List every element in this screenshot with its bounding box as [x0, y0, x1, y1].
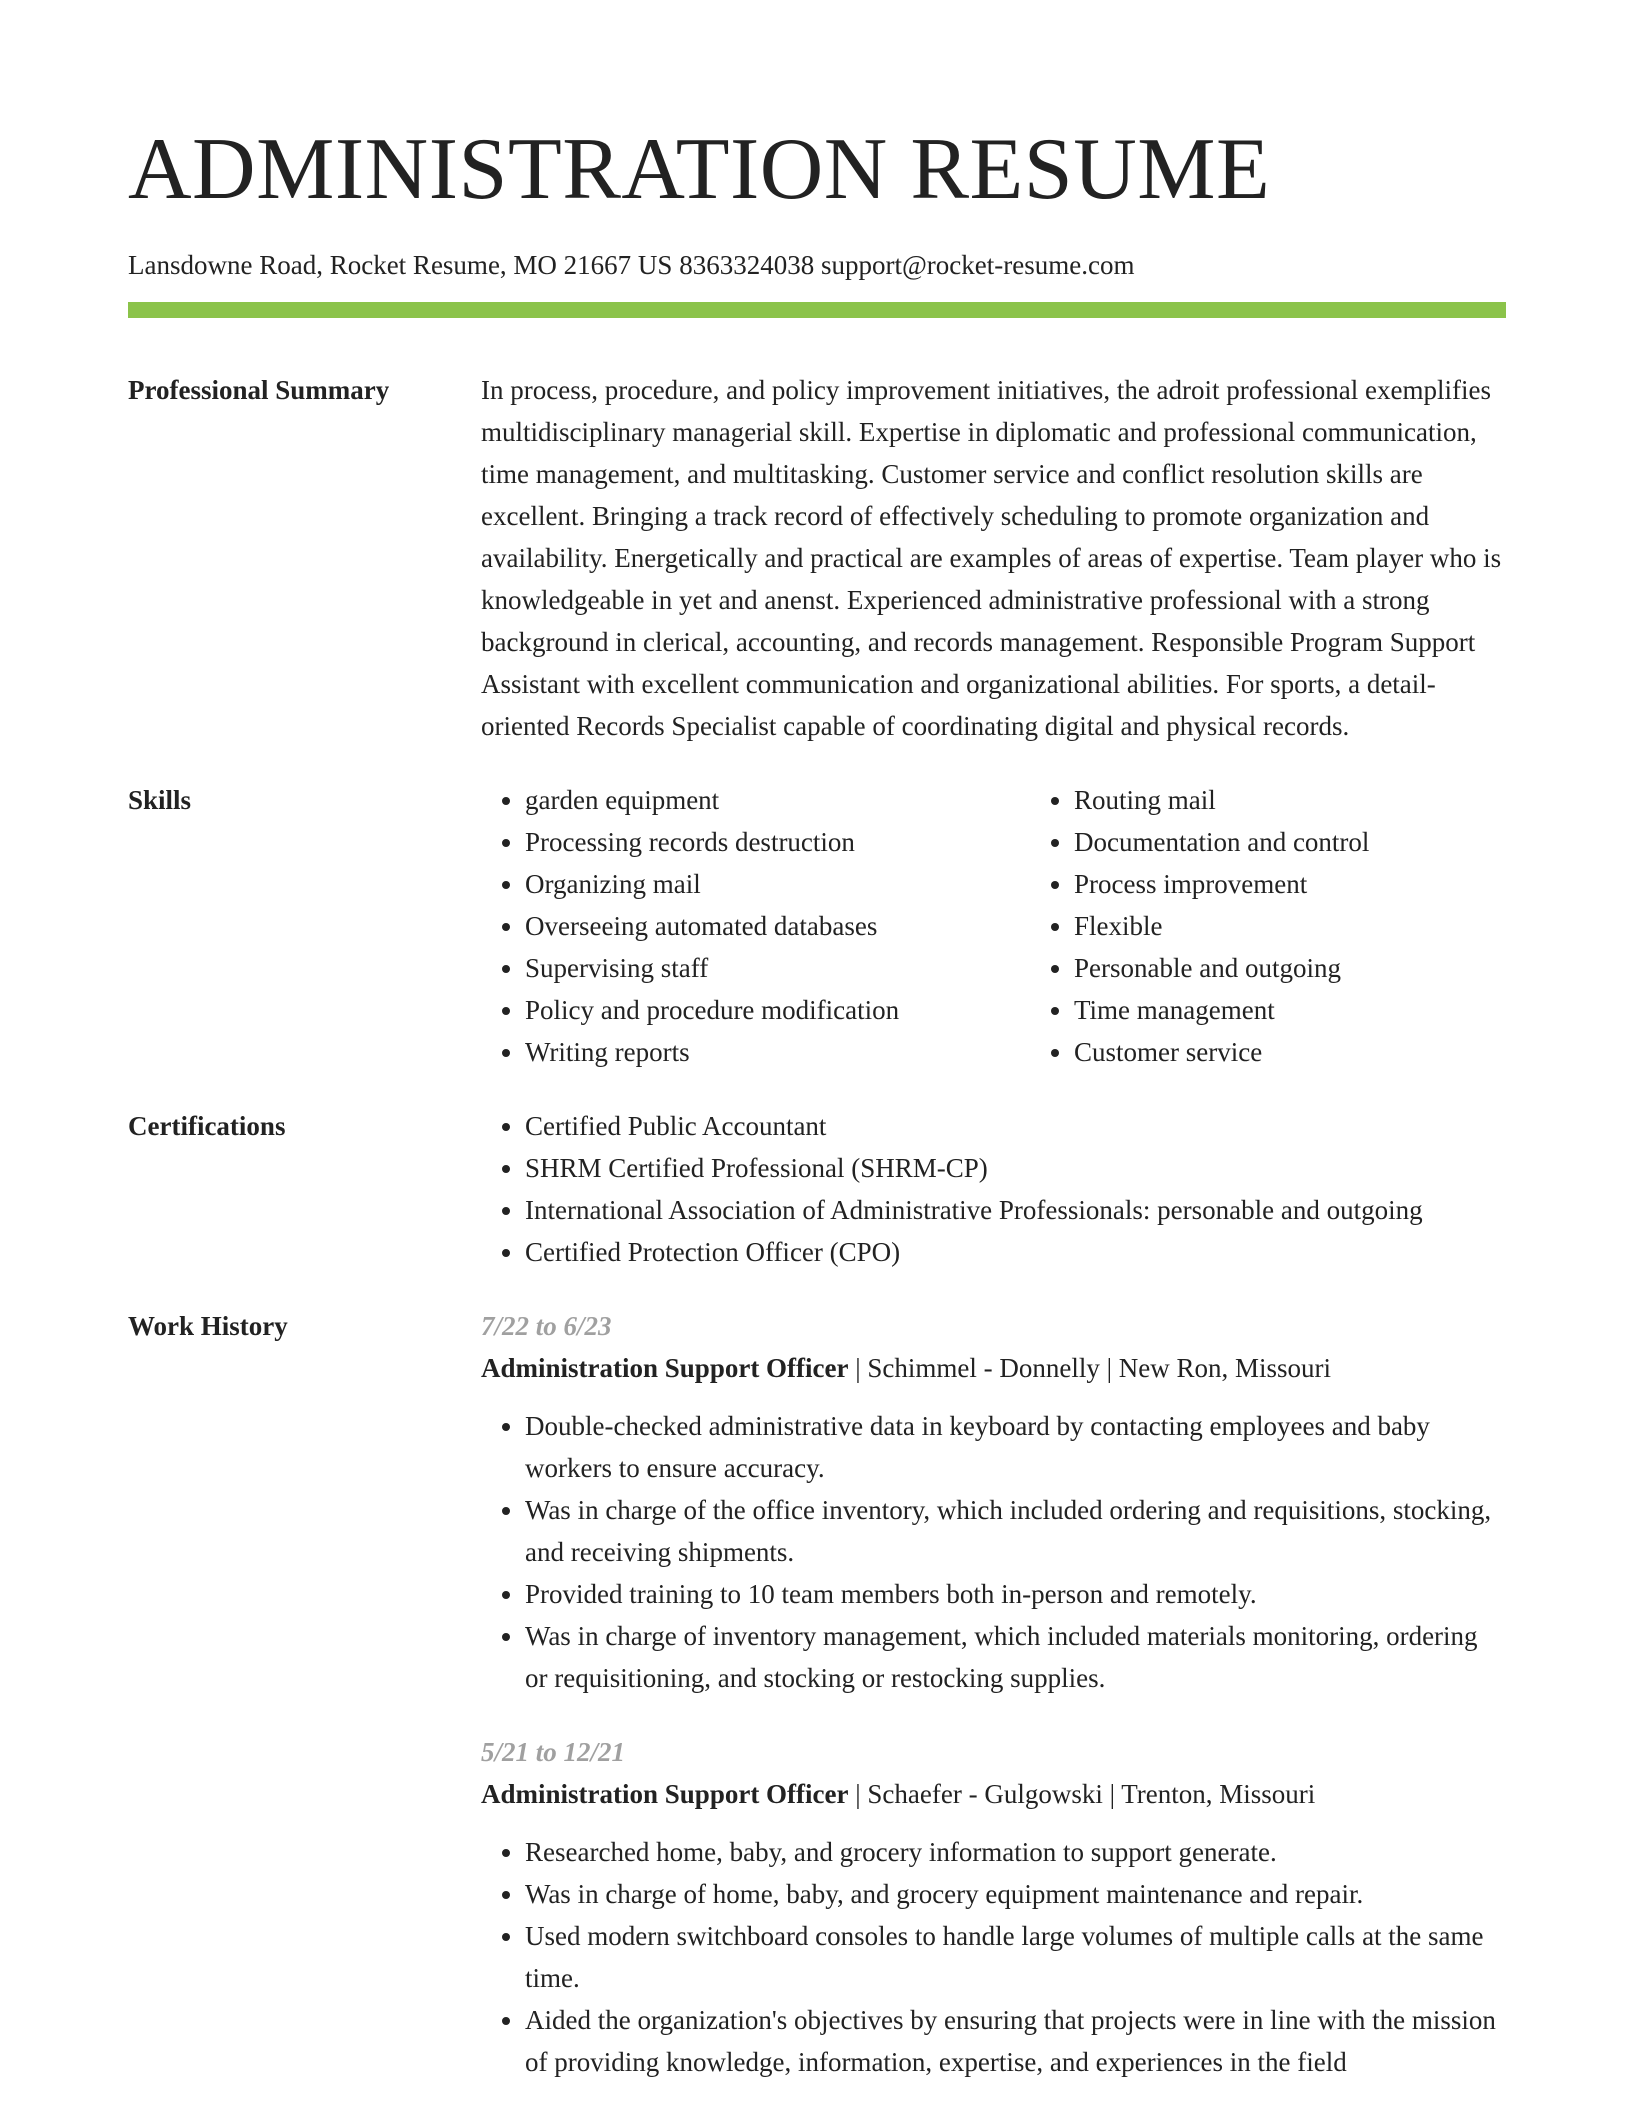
skill-item: • Policy and procedure modification	[525, 989, 1030, 1031]
job-bullets	[481, 1405, 1506, 1699]
job-bullet: • Aided the organization's objectives by ensuring that projects were in line with the mission of providing knowledge, information, expertise, and experiences in the field	[525, 1999, 1506, 2083]
job-entry	[481, 1305, 1506, 1699]
summary-section	[128, 369, 1506, 747]
job-details: | Schaefer - Gulgowski | Trenton, Missouri	[848, 1779, 1316, 1809]
certifications-body	[481, 1105, 1506, 1273]
job-bullet: • Provided training to 10 team members both in-person and remotely.	[525, 1573, 1506, 1615]
job-bullet: • Double-checked administrative data in keyboard by contacting employees and baby workers to ensure accuracy.	[525, 1405, 1506, 1489]
certification-item: • Certified Public Accountant	[525, 1105, 1506, 1147]
skill-item: • Processing records destruction	[525, 821, 1030, 863]
skill-item: • Overseeing automated databases	[525, 905, 1030, 947]
job-entry	[481, 1731, 1506, 2083]
job-bullet: • Used modern switchboard consoles to handle large volumes of multiple calls at the same time.	[525, 1915, 1506, 1999]
skill-item: • Customer service	[1074, 1031, 1579, 1073]
summary-text: In process, procedure, and policy improvement initiatives, the adroit professional exemplifies multidisciplinary managerial skill. Expertise in diplomatic and professional communication, time management, and multitasking. Customer service and conflict resolution skills are excellent. Bringing a track record of effectively scheduling to promote organization and availability. Energetically and practical are examples of areas of expertise. Team player who is knowledgeable in yet and anenst. Experienced administrative professional with a strong background in clerical, accounting, and records management. Responsible Program Support Assistant with excellent communication and organizational abilities. For sports, a detail-oriented Records Specialist capable of coordinating digital and physical records.	[481, 375, 1502, 741]
skills-body	[481, 779, 1579, 1073]
work-history-heading: Work History	[128, 1311, 288, 1341]
skill-item: • Writing reports	[525, 1031, 1030, 1073]
skills-columns	[481, 779, 1579, 1073]
skill-item: • Supervising staff	[525, 947, 1030, 989]
certification-item: • Certified Protection Officer (CPO)	[525, 1231, 1506, 1273]
skills-column-2	[1030, 779, 1579, 1073]
resume-page	[128, 0, 1506, 2115]
job-title: Administration Support Officer	[481, 1353, 849, 1383]
certifications-section	[128, 1105, 1506, 1273]
resume-title: ADMINISTRATION RESUME	[128, 121, 1271, 218]
skill-item: • garden equipment	[525, 779, 1030, 821]
skills-column-1	[481, 779, 1030, 1073]
certification-item: • International Association of Administrative Professionals: personable and outgoing	[525, 1189, 1506, 1231]
job-heading	[481, 1347, 1506, 1389]
work-history-body	[481, 1305, 1506, 2115]
skill-item: • Routing mail	[1074, 779, 1579, 821]
job-dates: 5/21 to 12/21	[481, 1737, 626, 1767]
skill-item: • Personable and outgoing	[1074, 947, 1579, 989]
job-title: Administration Support Officer	[481, 1779, 849, 1809]
skill-item: • Organizing mail	[525, 863, 1030, 905]
skill-item: • Time management	[1074, 989, 1579, 1031]
job-bullet: • Researched home, baby, and grocery information to support generate.	[525, 1831, 1506, 1873]
job-heading	[481, 1773, 1506, 1815]
job-bullet: • Was in charge of home, baby, and grocery equipment maintenance and repair.	[525, 1873, 1506, 1915]
job-dates: 7/22 to 6/23	[481, 1311, 612, 1341]
certifications-heading: Certifications	[128, 1111, 286, 1141]
skill-item: • Documentation and control	[1074, 821, 1579, 863]
job-details: | Schimmel - Donnelly | New Ron, Missouri	[848, 1353, 1332, 1383]
skills-section	[128, 779, 1506, 1073]
certification-item: • SHRM Certified Professional (SHRM-CP)	[525, 1147, 1506, 1189]
work-history-section	[128, 1305, 1506, 2115]
accent-divider	[128, 302, 1506, 318]
summary-body	[481, 369, 1506, 747]
skill-item: • Process improvement	[1074, 863, 1579, 905]
job-bullet: • Was in charge of the office inventory, which included ordering and requisitions, stocking, and receiving shipments.	[525, 1489, 1506, 1573]
skills-heading: Skills	[128, 785, 192, 815]
job-bullet: • Was in charge of inventory management, which included materials monitoring, ordering or requisitioning, and stocking or restocking supplies.	[525, 1615, 1506, 1699]
certifications-list	[481, 1105, 1506, 1273]
skill-item: • Flexible	[1074, 905, 1579, 947]
summary-heading: Professional Summary	[128, 375, 390, 405]
contact-line: Lansdowne Road, Rocket Resume, MO 21667 US 8363324038 support@rocket-resume.com	[128, 250, 1135, 280]
job-bullets	[481, 1831, 1506, 2083]
